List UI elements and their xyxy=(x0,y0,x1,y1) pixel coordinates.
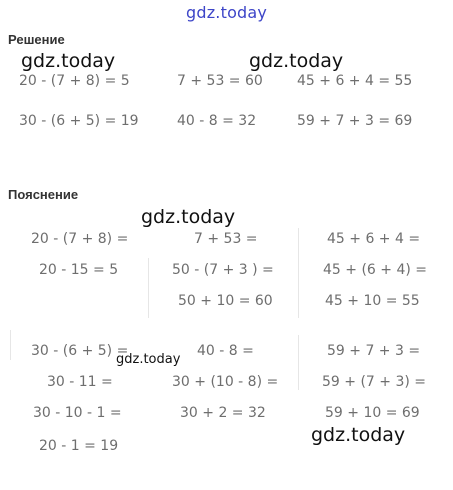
explanation-equation: 50 - (7 + 3 ) = xyxy=(172,262,274,278)
explanation-equation: 20 - (7 + 8) = xyxy=(31,231,129,247)
explanation-equation: 20 - 15 = 5 xyxy=(39,262,119,278)
explanation-equation: 45 + (6 + 4) = xyxy=(323,262,427,278)
explanation-equation: 50 + 10 = 60 xyxy=(178,293,273,309)
column-divider xyxy=(10,330,11,360)
watermark: gdz.today xyxy=(311,424,406,446)
explanation-equation: 59 + 7 + 3 = xyxy=(327,343,421,359)
explanation-heading: Пояснение xyxy=(8,187,79,202)
column-divider xyxy=(298,228,299,318)
column-divider xyxy=(148,258,149,318)
solution-heading: Решение xyxy=(8,32,65,47)
explanation-equation: 45 + 10 = 55 xyxy=(325,293,420,309)
explanation-equation: 30 - 11 = xyxy=(47,374,113,390)
column-divider xyxy=(298,335,299,390)
watermark: gdz.today xyxy=(141,206,236,228)
solution-equation: 30 - (6 + 5) = 19 xyxy=(19,113,139,129)
explanation-equation: 30 + 2 = 32 xyxy=(180,405,266,421)
solution-equation: 45 + 6 + 4 = 55 xyxy=(297,73,413,89)
solution-equation: 7 + 53 = 60 xyxy=(177,73,263,89)
explanation-equation: 7 + 53 = xyxy=(194,231,258,247)
watermark: gdz.today xyxy=(116,352,181,367)
explanation-equation: 59 + (7 + 3) = xyxy=(322,374,426,390)
explanation-equation: 30 - (6 + 5) = xyxy=(31,343,129,359)
solution-equation: 59 + 7 + 3 = 69 xyxy=(297,113,413,129)
explanation-equation: 20 - 1 = 19 xyxy=(39,438,119,454)
solution-equation: 20 - (7 + 8) = 5 xyxy=(19,73,130,89)
explanation-equation: 30 - 10 - 1 = xyxy=(33,405,122,421)
watermark: gdz.today xyxy=(21,50,116,72)
explanation-equation: 40 - 8 = xyxy=(197,343,254,359)
explanation-equation: 45 + 6 + 4 = xyxy=(327,231,421,247)
site-title[interactable]: gdz.today xyxy=(186,3,268,22)
explanation-equation: 30 + (10 - 8) = xyxy=(172,374,279,390)
watermark: gdz.today xyxy=(249,50,344,72)
solution-equation: 40 - 8 = 32 xyxy=(177,113,257,129)
explanation-equation: 59 + 10 = 69 xyxy=(325,405,420,421)
